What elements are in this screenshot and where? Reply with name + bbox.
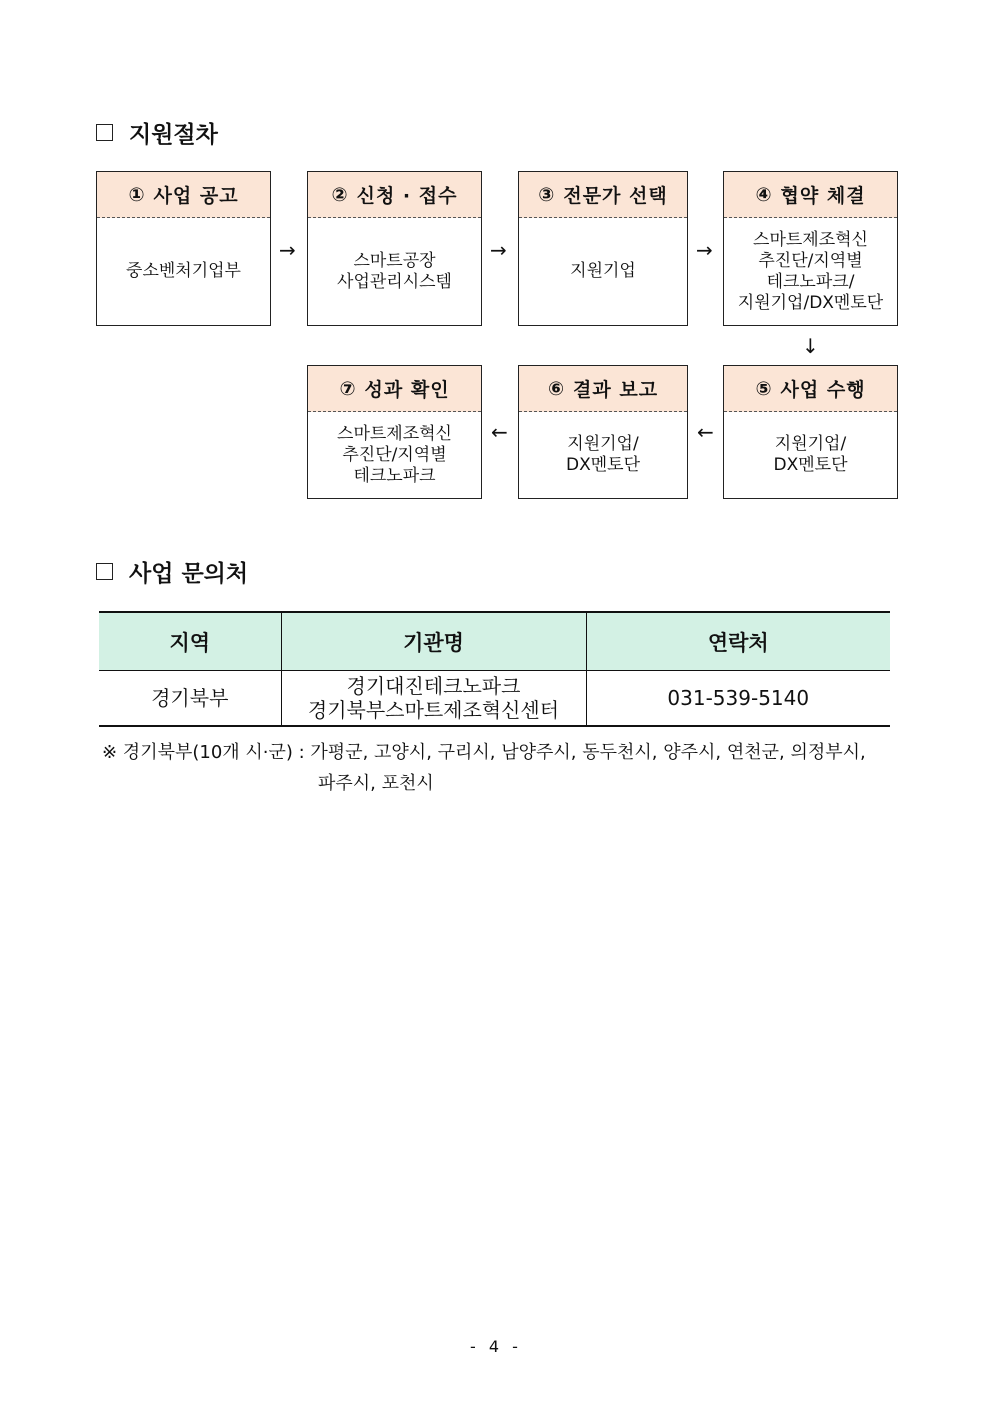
step-1-title: 사업 공고 [153,185,239,207]
step-5-body [724,412,897,498]
step-3-box [518,171,688,326]
square-bullet-icon [96,124,113,141]
step-2-box [307,171,482,326]
step-5-line: DX멘토단 [773,455,848,475]
note-line-2: 파주시, 포천시 [318,773,434,794]
step-7-line: 스마트제조혁신 [337,423,452,444]
step-4-box [723,171,898,326]
page-number: - 4 - [470,1337,522,1356]
organization-line: 경기북부스마트제조혁신센터 [307,698,560,722]
step-6-number: ⑥ [547,377,566,400]
step-5-header [724,366,897,412]
procedure-title-text: 지원절차 [129,122,218,148]
step-2-header [308,172,481,218]
step-4-title: 협약 체결 [780,185,866,207]
organization-line: 경기대진테크노파크 [346,674,521,698]
procedure-section-title [96,116,218,149]
arrow-right-icon: → [490,238,507,262]
step-4-line: 지원기업/DX멘토단 [737,292,884,313]
arrow-left-icon: ← [697,420,714,444]
step-5-box [723,365,898,499]
note-line-1: ※ 경기북부(10개 시·군) : 가평군, 고양시, 구리시, 남양주시, 동두천시, 양주시, 연천군, 의정부시, [102,742,866,763]
step-2-number: ② [331,183,349,206]
step-4-line: 스마트제조혁신 [753,229,868,250]
step-7-header [308,366,481,412]
step-7-body [308,412,481,498]
step-4-line: 추진단/지역별 [758,250,863,271]
contacts-section-title [96,555,248,588]
step-3-line: 지원기업 [570,261,636,281]
step-2-body [308,218,481,325]
contacts-table [99,611,890,727]
step-2-line: 사업관리시스템 [337,271,452,292]
header-organization: 기관명 [281,612,586,671]
table-header-row [99,612,890,671]
step-1-line: 중소벤처기업부 [126,261,241,281]
step-1-number: ① [128,183,146,206]
step-7-line: 추진단/지역별 [342,444,447,465]
table-row [99,671,890,727]
step-5-number: ⑤ [755,377,773,400]
cell-phone: 031-539-5140 [586,671,890,727]
step-4-number: ④ [755,183,773,206]
step-7-number: ⑦ [339,377,357,400]
step-6-line: DX멘토단 [565,455,640,475]
arrow-right-icon: → [279,238,296,262]
step-3-number: ③ [538,183,556,206]
step-6-box [518,365,688,499]
step-6-header [519,366,687,412]
contacts-title-text: 사업 문의처 [129,561,249,587]
arrow-right-icon: → [696,238,713,262]
header-region: 지역 [99,612,281,671]
step-4-line: 테크노파크/ [766,271,855,292]
square-bullet-icon [96,563,113,580]
step-6-line: 지원기업/ [567,434,639,454]
step-2-line: 스마트공장 [353,250,436,271]
step-1-header [97,172,270,218]
step-4-body [724,218,897,325]
step-1-box [96,171,271,326]
step-7-box [307,365,482,499]
step-1-body [97,218,270,325]
step-3-title: 전문가 선택 [563,185,668,207]
step-5-line: 지원기업/ [774,434,847,454]
step-5-title: 사업 수행 [780,379,866,401]
header-contact: 연락처 [586,612,890,671]
step-4-header [724,172,897,218]
cell-organization [281,671,586,727]
region-note [102,737,866,799]
arrow-down-icon: ↓ [802,334,819,358]
step-7-title: 성과 확인 [364,379,450,401]
step-3-header [519,172,687,218]
step-7-line: 테크노파크 [353,465,436,486]
step-2-title: 신청 · 접수 [356,185,458,207]
step-6-title: 결과 보고 [573,379,659,401]
step-3-body [519,218,687,325]
arrow-left-icon: ← [491,420,508,444]
cell-region: 경기북부 [99,671,281,727]
step-6-body [519,412,687,498]
